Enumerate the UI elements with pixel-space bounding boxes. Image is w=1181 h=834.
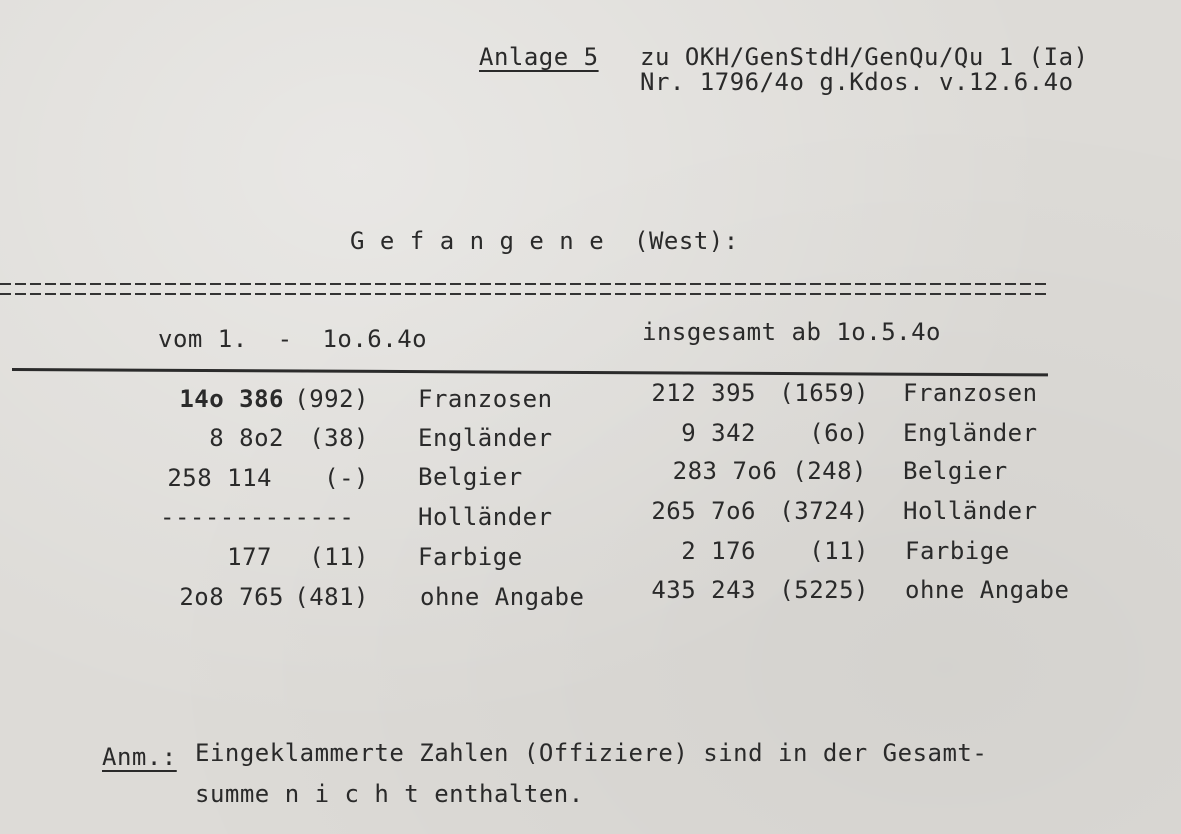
right-officers: (11) xyxy=(809,537,869,565)
note-line-1: Eingeklammerte Zahlen (Offiziere) sind in der Gesamt- xyxy=(195,739,988,767)
left-officers: (38) xyxy=(309,424,369,452)
note-line-2: summe n i c h t enthalten. xyxy=(195,780,584,808)
left-count: 8 8o2 xyxy=(209,424,284,452)
double-rule xyxy=(0,283,1048,295)
right-count: 283 7o6 (248) xyxy=(672,457,867,485)
right-count: 212 395 xyxy=(651,379,756,407)
right-officers: (3724) xyxy=(779,497,869,525)
left-count: 177 xyxy=(227,543,272,571)
right-count: 9 342 xyxy=(681,419,756,447)
right-officers: (1659) xyxy=(779,379,869,407)
right-count: 265 7o6 xyxy=(651,497,756,525)
table-title: G e f a n g e n e (West): xyxy=(350,227,739,255)
left-nationality: ohne Angabe xyxy=(420,583,585,611)
right-count: 435 243 xyxy=(651,576,756,604)
right-officers: (6o) xyxy=(809,419,869,447)
column-header-total: insgesamt ab 1o.5.4o xyxy=(642,318,941,346)
right-nationality: Engländer xyxy=(903,419,1038,447)
header-rule xyxy=(12,368,1048,376)
left-officers: (11) xyxy=(309,543,369,571)
left-officers: (-) xyxy=(324,464,369,492)
right-officers: (5225) xyxy=(779,576,869,604)
left-nationality: Holländer xyxy=(418,503,553,531)
left-nationality: Farbige xyxy=(418,543,523,571)
left-officers: (481) xyxy=(294,583,369,611)
right-nationality: Belgier xyxy=(903,457,1008,485)
left-count: 14o 386 xyxy=(179,385,284,413)
right-count: 2 176 xyxy=(681,537,756,565)
left-nationality: Franzosen xyxy=(418,385,553,413)
reference-line-2: Nr. 1796/4o g.Kdos. v.12.6.4o xyxy=(640,68,1074,96)
right-nationality: ohne Angabe xyxy=(905,576,1070,604)
note-prefix: Anm.: xyxy=(102,743,177,771)
left-count-dash: ------------- xyxy=(160,503,355,531)
left-count: 258 114 xyxy=(167,464,272,492)
reference-line-1: zu OKH/GenStdH/GenQu/Qu 1 (Ia) xyxy=(640,43,1089,71)
left-count: 2o8 765 xyxy=(179,583,284,611)
annex-label: Anlage 5 xyxy=(479,43,599,71)
right-nationality: Farbige xyxy=(905,537,1010,565)
left-nationality: Belgier xyxy=(418,463,523,491)
left-officers: (992) xyxy=(294,385,369,413)
column-header-period: vom 1. - 1o.6.4o xyxy=(158,325,428,353)
right-nationality: Franzosen xyxy=(903,379,1038,407)
left-nationality: Engländer xyxy=(418,424,553,452)
right-nationality: Holländer xyxy=(903,497,1038,525)
